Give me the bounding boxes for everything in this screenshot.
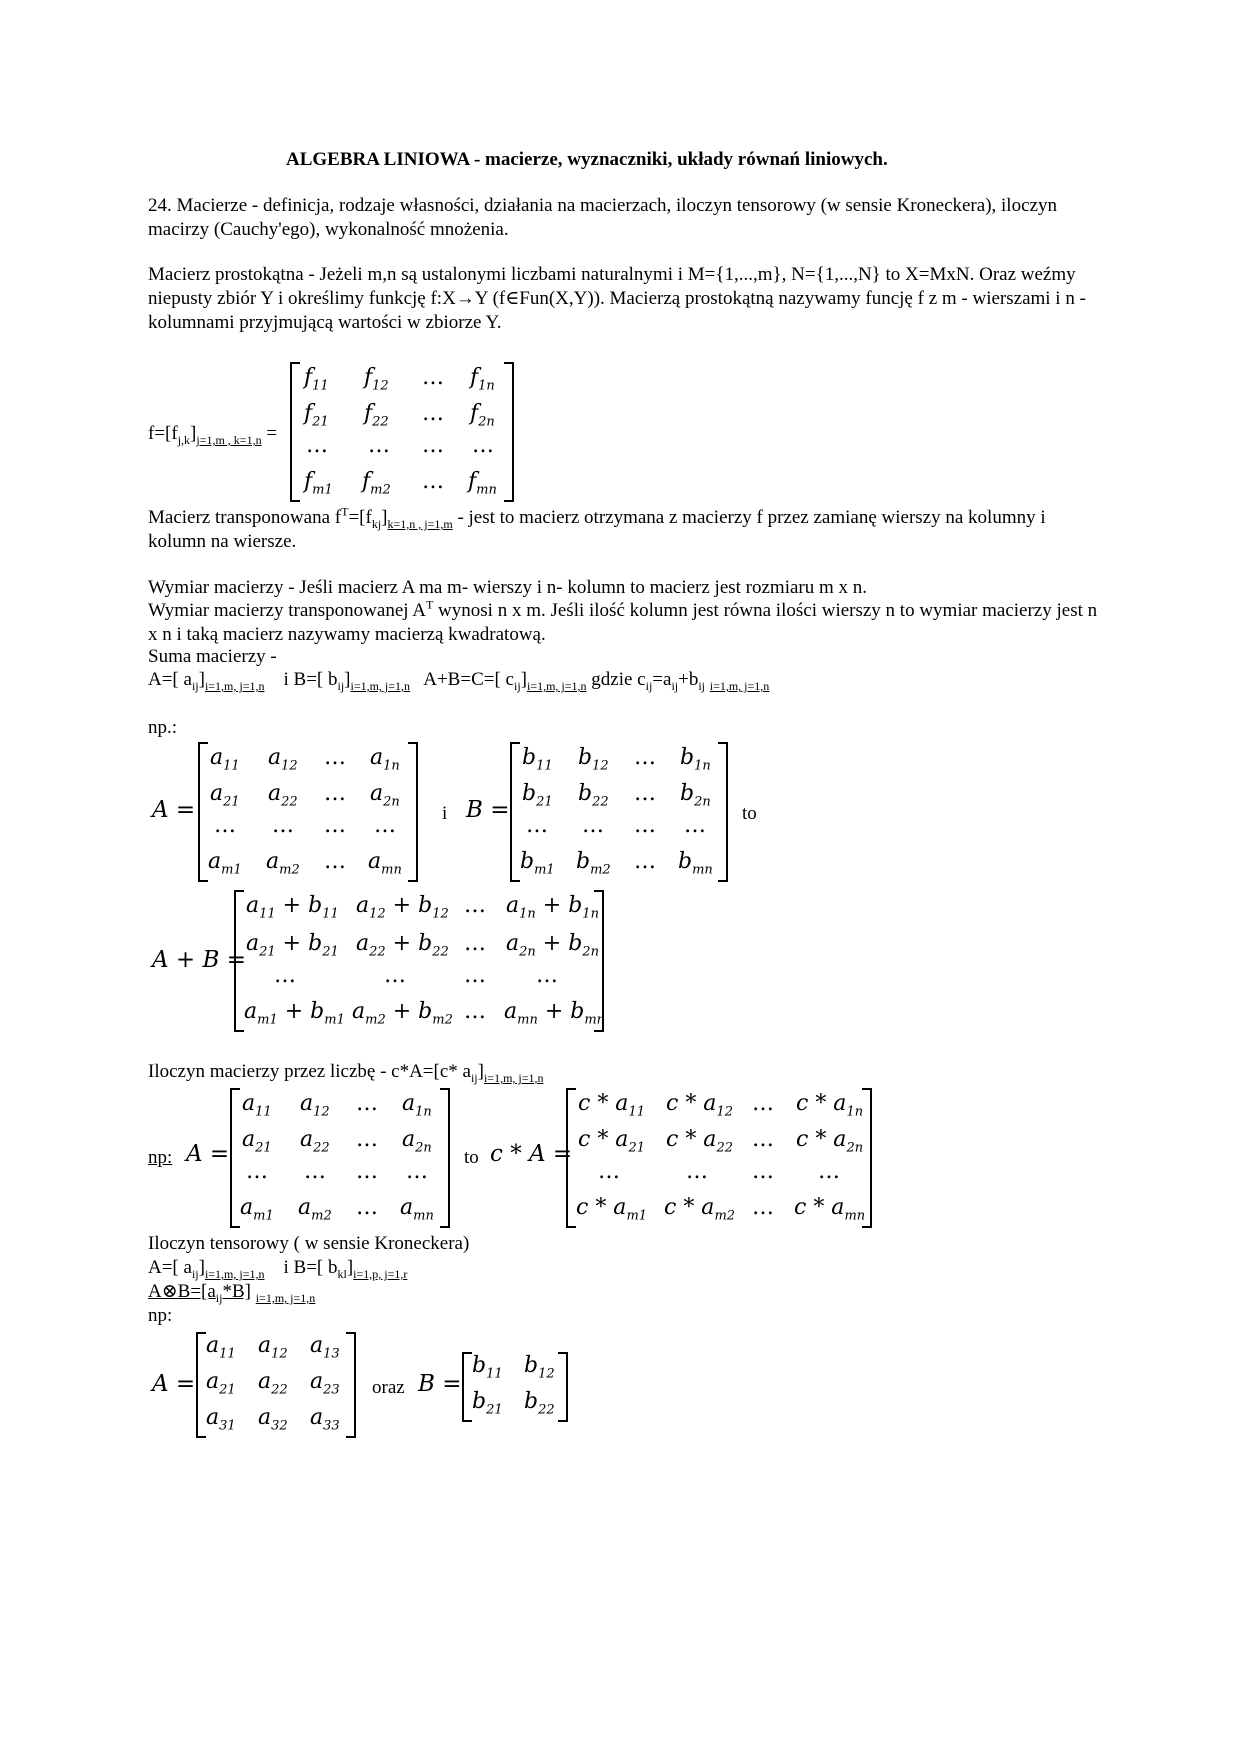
to-connector-1: to <box>742 803 757 824</box>
to-connector-2: to <box>464 1147 479 1168</box>
eq-B-label: B = <box>466 797 510 823</box>
matrix-B-2x2: $b_{11}$ $b_{12}$ $b_{21}$ $b_{22}$ <box>462 1352 568 1422</box>
dimension-line-2: Wymiar macierzy transponowanej $A^T$ wynosi n x m. Jeśli ilość kolumn jest równa ilości wierszy n to wymiar macierzy jest n x n i taką macierz nazywamy macierzą kwadratową. <box>148 597 1098 645</box>
eq-A-label-2: A = <box>186 1141 230 1167</box>
eq-B-label-2: B = <box>418 1371 462 1397</box>
matrix-A: $a_{11}$ $a_{12}$ … $a_{1n}$ $a_{21}$ $a_{22}$ … $a_{2n}$ … … … … $a_{m1}$ $a_{m2}$ … $a_{mn}$ <box>198 742 418 882</box>
sum-heading: Suma macierzy - <box>148 646 277 667</box>
tensor-def-2: $A\otimes B=[a_{ij}*B]$ $_{i=1,m, j=1,n}$ <box>148 1281 316 1305</box>
section-24: 24. Macierze - definicja, rodzaje własności, działania na macierzach, iloczyn tensorowy (w sensie Kroneckera), iloczyn macirzy (Cauchy'ego), wykonalność mnożenia. <box>148 195 1057 240</box>
eq-A-label-3: A = <box>152 1371 196 1397</box>
f-definition-label: $f=[f_{j,k}]_{j=1,m , k=1,n}$ = <box>148 423 278 447</box>
page-title: ALGEBRA LINIOWA - macierze, wyznaczniki, układy równań liniowych. <box>286 149 888 170</box>
oraz-connector: oraz <box>372 1377 405 1398</box>
sum-definition: A=[ $a_{ij}]_{i=1,m, j=1,n}$ i B=[ $b_{ij}]_{i=1,m, j=1,n}$ A+B=C=[ $c_{ij}]_{i=1,m, j=1,n}$ gdzie $c_{ij}=a_{ij}+b_{ij}$ $_{i=1,m, j=1,n}$ <box>148 669 770 693</box>
np-label-3: np: <box>148 1305 173 1326</box>
np-label-2: np: <box>148 1147 173 1168</box>
np-label-1: np.: <box>148 717 178 738</box>
eq-AplusB-label: A + B = <box>152 947 246 973</box>
scalar-heading: Iloczyn macierzy przez liczbę - c*A=[c* $a_{ij}]_{i=1,m, j=1,n}$ <box>148 1061 544 1085</box>
matrix-A-3x3: $a_{11}$ $a_{12}$ $a_{13}$ $a_{21}$ $a_{22}$ $a_{23}$ $a_{31}$ $a_{32}$ $a_{33}$ <box>196 1332 356 1438</box>
matrix-A-plus-B: $a_{11} + b_{11}$ $a_{12} + b_{12}$ … $a_{1n} + b_{1n}$ $a_{21} + b_{21}$ $a_{22} + b_{22}$ … $a_{2n} + b_{2n}$ … … … … $a_{m1} + b_{m1}$ $a_{m2} + b_{m2}$ … $a_{mn} + b_{mn}$ <box>234 890 604 1032</box>
transposed-definition: Macierz transponowana $f^T=[f_{kj}]_{k=1,n , j=1,m}$ - jest to macierz otrzymana z macierzy f przez zamianę wierszy na kolumny i kolumn na wiersze. <box>148 504 1046 552</box>
rect-matrix-definition: Macierz prostokątna - Jeżeli m,n są ustalonymi liczbami naturalnymi i M={1,...,m}, N={1,...,N} to X=MxN. Oraz weźmy niepusty zbiór Y i określimy funkcję f:X→Y (f∈Fun(X,Y)). Macierzą prostokątną nazywamy funcję f z m - wierszami i n - kolumnami przyjmującą wartości w zbiorze Y. <box>148 264 1086 333</box>
tensor-heading: Iloczyn tensorowy ( w sensie Kroneckera) <box>148 1233 470 1254</box>
i-connector: i <box>442 803 448 824</box>
matrix-B: $b_{11}$ $b_{12}$ … $b_{1n}$ $b_{21}$ $b_{22}$ … $b_{2n}$ … … … … $b_{m1}$ $b_{m2}$ … $b_{mn}$ <box>510 742 728 882</box>
dimension-line-1: Wymiar macierzy - Jeśli macierz A ma m- wierszy i n- kolumn to macierz jest rozmiaru m x n. <box>148 577 868 598</box>
eq-A-label: A = <box>152 797 196 823</box>
matrix-f: $f_{11}$ $f_{12}$ … $f_{1n}$ $f_{21}$ $f_{22}$ … $f_{2n}$ … … … … $f_{m1}$ $f_{m2}$ … $f_{mn}$ <box>290 362 514 502</box>
eq-cA-label: c * A = <box>490 1141 573 1167</box>
matrix-A-2: $a_{11}$ $a_{12}$ … $a_{1n}$ $a_{21}$ $a_{22}$ … $a_{2n}$ … … … … $a_{m1}$ $a_{m2}$ … $a_{mn}$ <box>230 1088 450 1228</box>
tensor-def-1: A=[ $a_{ij}]_{i=1,m, j=1,n}$ i B=[ $b_{kl}]_{i=1,p, j=1,r}$ <box>148 1257 408 1281</box>
matrix-cA: c * $a_{11}$ c * $a_{12}$ … c * $a_{1n}$ c * $a_{21}$ c * $a_{22}$ … c * $a_{2n}$ … … … … c * $a_{m1}$ c * $a_{m2}$ … c * $a_{mn}$ <box>566 1088 872 1228</box>
